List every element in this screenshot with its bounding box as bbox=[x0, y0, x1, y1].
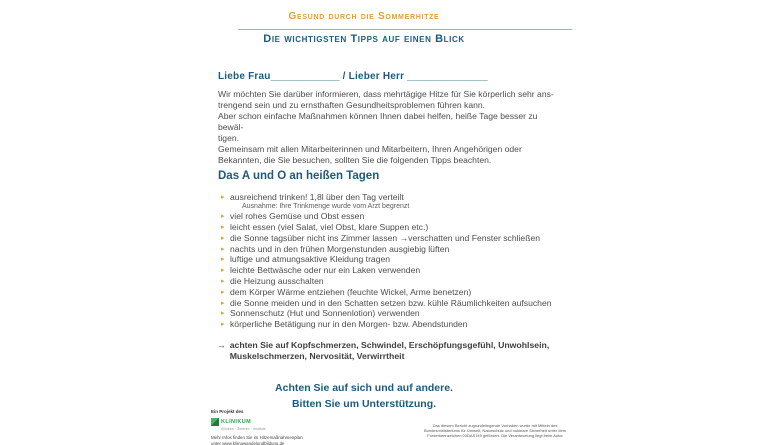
salutation-line: Liebe Frau____________ / Lieber Herr ______________ bbox=[218, 71, 488, 82]
tips-list bbox=[221, 192, 569, 330]
closing-message bbox=[218, 381, 510, 412]
tip-item bbox=[221, 244, 569, 255]
page-subtitle: Die wichtigsten Tipps auf einen Blick bbox=[263, 33, 465, 45]
tip-item bbox=[221, 192, 569, 211]
klinikum-logo-text: KLINIKUM bbox=[221, 419, 252, 425]
bullet-icon: ▸ bbox=[221, 299, 225, 307]
page-title: Gesund durch die Sommerhitze bbox=[288, 11, 440, 22]
title-divider bbox=[238, 29, 572, 30]
closing-line-1: Achten Sie auf sich und auf andere. bbox=[275, 382, 453, 394]
tip-text: ausreichend trinken! 1,8l über den Tag verteilt bbox=[230, 192, 404, 202]
tip-item bbox=[221, 308, 569, 319]
tip-text: luftige und atmungsaktive Kleidung tragen bbox=[230, 254, 391, 265]
warning-note bbox=[217, 340, 562, 361]
section-heading: Das A und O an heißen Tagen bbox=[218, 170, 380, 182]
tip-item bbox=[221, 287, 569, 298]
bullet-icon: ▸ bbox=[221, 321, 225, 329]
intro-paragraph: Wir möchten Sie darüber informieren, dass mehrtägige Hitze für Sie körperlich sehr ans- trengend sein und zu ernsthaften Gesundheitsproblemen führen kann. Aber schon einfache Maßnahmen können Ihnen dabei helfen, heiße Tage besser zu bewäl- tigen. Gemeinsam mit allen Mitarbeiterinnen und Mitarbeitern, Ihren Angehörigen oder Bekannten, die Sie besuchen, sollten Sie die folgenden Tipps beachten. bbox=[218, 89, 554, 165]
tip-text: nachts und in den frühen Morgenstunden ausgiebig lüften bbox=[230, 243, 450, 254]
warning-text: achten Sie auf Kopfschmerzen, Schwindel, Erschöpfungsgefühl, Unwohlsein, Muskelschmerzen, Nervosität, Verwirrtheit bbox=[229, 340, 550, 361]
footer-info: Mehr Infos finden Sie im Hitzemaßnahmenplan unter www.klimawandelundbildung.de bbox=[211, 435, 303, 445]
bullet-icon: ▸ bbox=[221, 194, 225, 201]
tip-item bbox=[221, 276, 569, 287]
closing-line-2: Bitten Sie um Unterstützung. bbox=[291, 397, 437, 410]
tip-item bbox=[221, 319, 569, 330]
tip-text: Sonnenschutz (Hut und Sonnenlotion) verwenden bbox=[230, 308, 420, 319]
tip-text: körperliche Betätigung nur in den Morgen- bzw. Abendstunden bbox=[230, 319, 468, 330]
bullet-icon: ▸ bbox=[221, 278, 225, 286]
bullet-icon: ▸ bbox=[221, 310, 225, 318]
bullet-icon: ▸ bbox=[221, 256, 225, 264]
tip-item bbox=[221, 265, 569, 276]
bullet-icon: ▸ bbox=[221, 245, 225, 253]
tip-item bbox=[221, 298, 569, 309]
header bbox=[218, 11, 510, 22]
tip-item bbox=[221, 222, 569, 233]
bullet-icon: ▸ bbox=[221, 234, 225, 242]
bullet-icon: ▸ bbox=[221, 213, 225, 221]
bullet-icon: ▸ bbox=[221, 224, 225, 232]
funding-disclaimer: Das diesem Bericht zugrundeliegende Vorhaben wurde mit Mitteln des Bundesministeriums für Umwelt, Naturschutz und nukleare Sicherheit unter dem Förderkennzeichen 03DAS149 gefördert. Die Verantwortung liegt beim Autor bbox=[423, 423, 567, 438]
tip-note: Ausnahme: Ihre Trinkmenge wurde vom Arzt begrenzt bbox=[242, 202, 410, 210]
klinikum-logo bbox=[211, 418, 331, 426]
project-label: Ein Projekt des bbox=[211, 409, 244, 414]
klinikum-logo-icon bbox=[211, 418, 219, 426]
klinikum-logo-subtext: Kliniken · Zentren · Institute bbox=[221, 427, 266, 431]
tip-text: die Heizung ausschalten bbox=[230, 276, 324, 287]
footer-left bbox=[211, 409, 331, 445]
tip-text: die Sonne meiden und in den Schatten setzen bzw. kühle Räumlichkeiten aufsuchen bbox=[230, 297, 552, 308]
tip-item bbox=[221, 254, 569, 265]
tip-text: die Sonne tagsüber nicht ins Zimmer lassen →verschatten und Fenster schließen bbox=[230, 232, 541, 243]
bullet-icon: ▸ bbox=[221, 267, 225, 275]
arrow-right-icon: → bbox=[217, 340, 226, 350]
tip-text: dem Körper Wärme entziehen (feuchte Wickel, Arme benetzen) bbox=[230, 286, 472, 297]
tip-item bbox=[221, 233, 569, 244]
tip-item bbox=[221, 211, 569, 222]
tip-text: viel rohes Gemüse und Obst essen bbox=[230, 211, 365, 222]
tip-text: leicht essen (viel Salat, viel Obst, klare Suppen etc.) bbox=[230, 222, 429, 233]
bullet-icon: ▸ bbox=[221, 288, 225, 296]
tip-text: leichte Bettwäsche oder nur ein Laken verwenden bbox=[230, 265, 421, 276]
